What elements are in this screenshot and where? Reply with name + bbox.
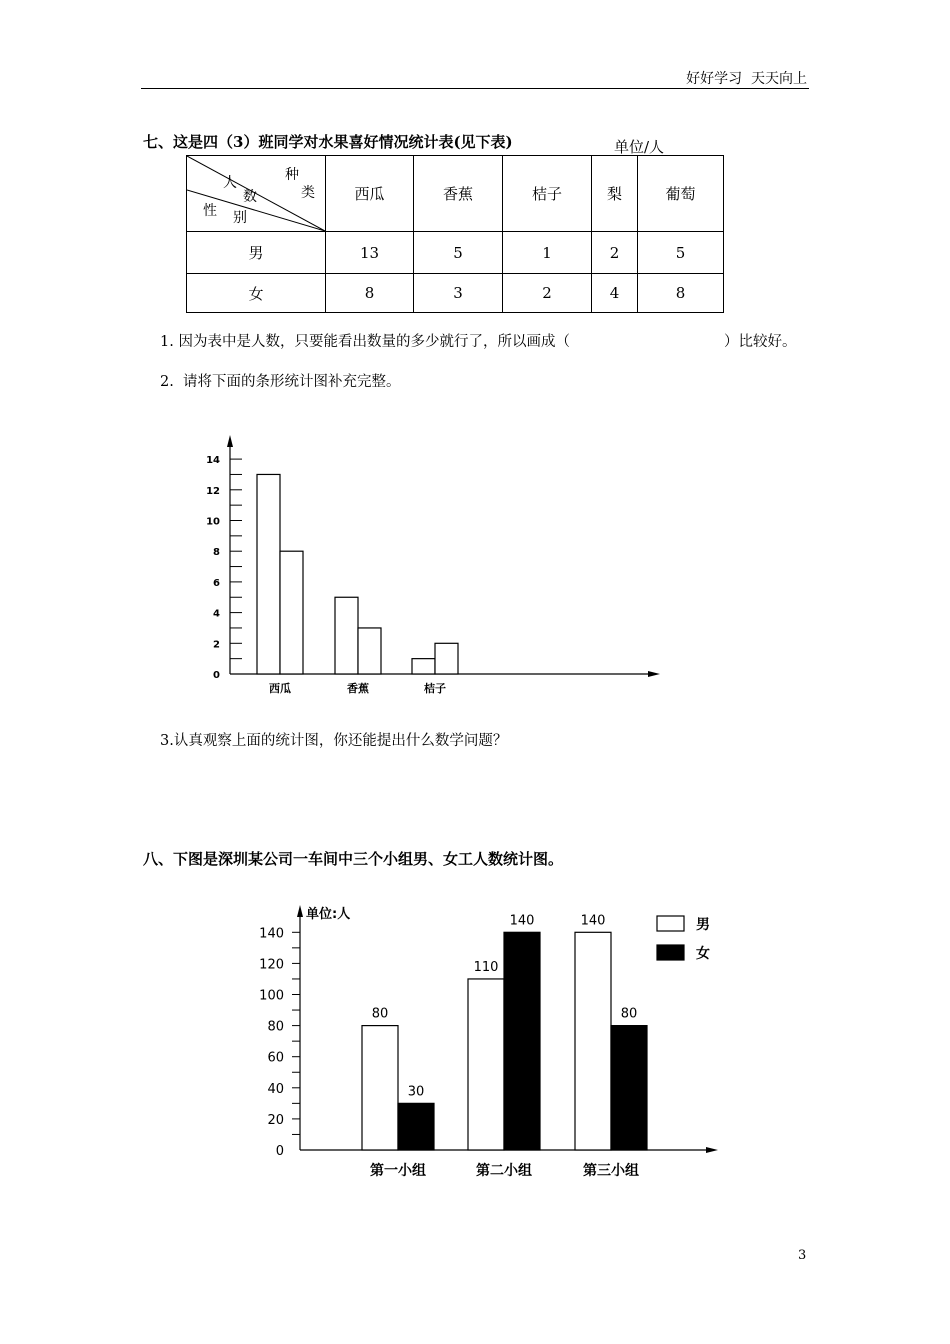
y-tick-label: 60	[267, 1050, 284, 1066]
x-category-label: 西瓜	[269, 682, 291, 695]
table-row	[187, 232, 724, 274]
question-2: 2. 请将下面的条形统计图补充完整。	[160, 374, 401, 390]
y-tick-label: 10	[206, 516, 220, 528]
table-cell: 2	[503, 274, 592, 313]
table-cell: 3	[414, 274, 503, 313]
table-header-cell: 葡萄	[638, 156, 724, 232]
header-motto: 好好学习 天天向上	[686, 71, 807, 87]
y-tick-label: 140	[259, 926, 284, 942]
bar	[358, 628, 381, 674]
table-header-cell: 香蕉	[414, 156, 503, 232]
y-axis-arrow	[227, 435, 233, 447]
question-1-right: ）比较好。	[724, 334, 797, 350]
table-header-cell: 桔子	[503, 156, 592, 232]
x-axis-arrow	[648, 671, 660, 677]
row-label: 女	[187, 274, 326, 313]
y-tick-label: 0	[275, 1144, 284, 1159]
table-header-cell: 西瓜	[326, 156, 414, 232]
bar	[280, 551, 303, 674]
table-row	[187, 274, 724, 313]
legend-swatch	[657, 945, 684, 960]
legend-label: 男	[696, 917, 710, 933]
y-tick-label: 6	[213, 577, 220, 589]
chart1-ticks	[206, 455, 242, 681]
x-category-label: 桔子	[424, 682, 446, 695]
corner-label-count1: 人	[223, 175, 237, 191]
table-cell: 4	[592, 274, 638, 313]
legend-swatch	[657, 916, 684, 931]
section7-title: 七、这是四（3）班同学对水果喜好情况统计表(见下表)	[143, 133, 513, 151]
table-cell: 8	[638, 274, 724, 313]
bar	[335, 597, 358, 674]
row-label: 男	[187, 232, 326, 274]
section8-title: 八、下图是深圳某公司一车间中三个小组男、女工人数统计图。	[143, 850, 564, 868]
y-axis-unit-label: 单位:人	[306, 907, 351, 922]
bar	[362, 1026, 398, 1150]
table-cell: 5	[638, 232, 724, 274]
y-tick-label: 4	[213, 608, 220, 620]
question-3: 3.认真观察上面的统计图，你还能提出什么数学问题？	[160, 733, 508, 749]
y-tick-label: 2	[213, 639, 220, 651]
bar	[412, 659, 435, 674]
y-tick-label: 0	[213, 670, 220, 681]
x-category-label: 第一小组	[370, 1163, 426, 1179]
data-label: 30	[407, 1084, 425, 1100]
data-label: 80	[371, 1006, 389, 1022]
chart2-bars	[362, 932, 647, 1150]
bar	[611, 1026, 647, 1150]
corner-label-kind1: 种	[285, 167, 299, 183]
corner-label-count2: 数	[243, 189, 257, 205]
y-tick-label: 12	[206, 485, 220, 497]
data-label: 140	[580, 913, 606, 929]
bar	[398, 1103, 434, 1150]
y-tick-label: 40	[267, 1081, 284, 1097]
section7-unit: 单位/人	[614, 138, 665, 156]
y-axis-arrow	[297, 905, 303, 917]
corner-label-gender1: 性	[203, 203, 217, 219]
bar	[435, 643, 458, 674]
bar	[257, 474, 280, 674]
chart2-ticks	[259, 926, 300, 1159]
workshop-bar-chart	[240, 895, 730, 1195]
table-cell: 2	[592, 232, 638, 274]
data-label: 110	[473, 959, 499, 975]
chart2-legend	[657, 916, 710, 962]
bar	[504, 932, 540, 1150]
y-tick-label: 14	[206, 455, 220, 467]
x-category-label: 香蕉	[347, 682, 369, 695]
y-tick-label: 100	[259, 988, 284, 1004]
bar	[575, 932, 611, 1150]
table-corner-cell	[187, 156, 326, 232]
table-cell: 13	[326, 232, 414, 274]
table-header-cell: 梨	[592, 156, 638, 232]
y-tick-label: 20	[267, 1112, 284, 1128]
y-tick-label: 8	[213, 547, 220, 559]
y-tick-label: 120	[259, 957, 284, 973]
x-axis-arrow	[706, 1147, 718, 1153]
fruit-table	[186, 155, 724, 313]
question-1-left: 1. 因为表中是人数，只要能看出数量的多少就行了，所以画成（	[160, 334, 570, 350]
table-cell: 5	[414, 232, 503, 274]
chart1-labels	[269, 681, 446, 695]
bar	[468, 979, 504, 1150]
x-category-label: 第二小组	[476, 1163, 532, 1179]
page-number: 3	[798, 1248, 807, 1263]
data-label: 140	[509, 913, 535, 929]
fruit-bar-chart	[180, 425, 680, 715]
chart1-bars	[257, 474, 458, 674]
corner-label-gender2: 别	[233, 210, 247, 226]
x-category-label: 第三小组	[583, 1163, 639, 1179]
table-cell: 8	[326, 274, 414, 313]
header-rule	[141, 88, 809, 89]
legend-label: 女	[696, 946, 710, 962]
table-cell: 1	[503, 232, 592, 274]
y-tick-label: 80	[267, 1019, 284, 1035]
table-header-row	[187, 156, 724, 232]
corner-label-kind2: 类	[301, 185, 315, 201]
data-label: 80	[620, 1006, 638, 1022]
